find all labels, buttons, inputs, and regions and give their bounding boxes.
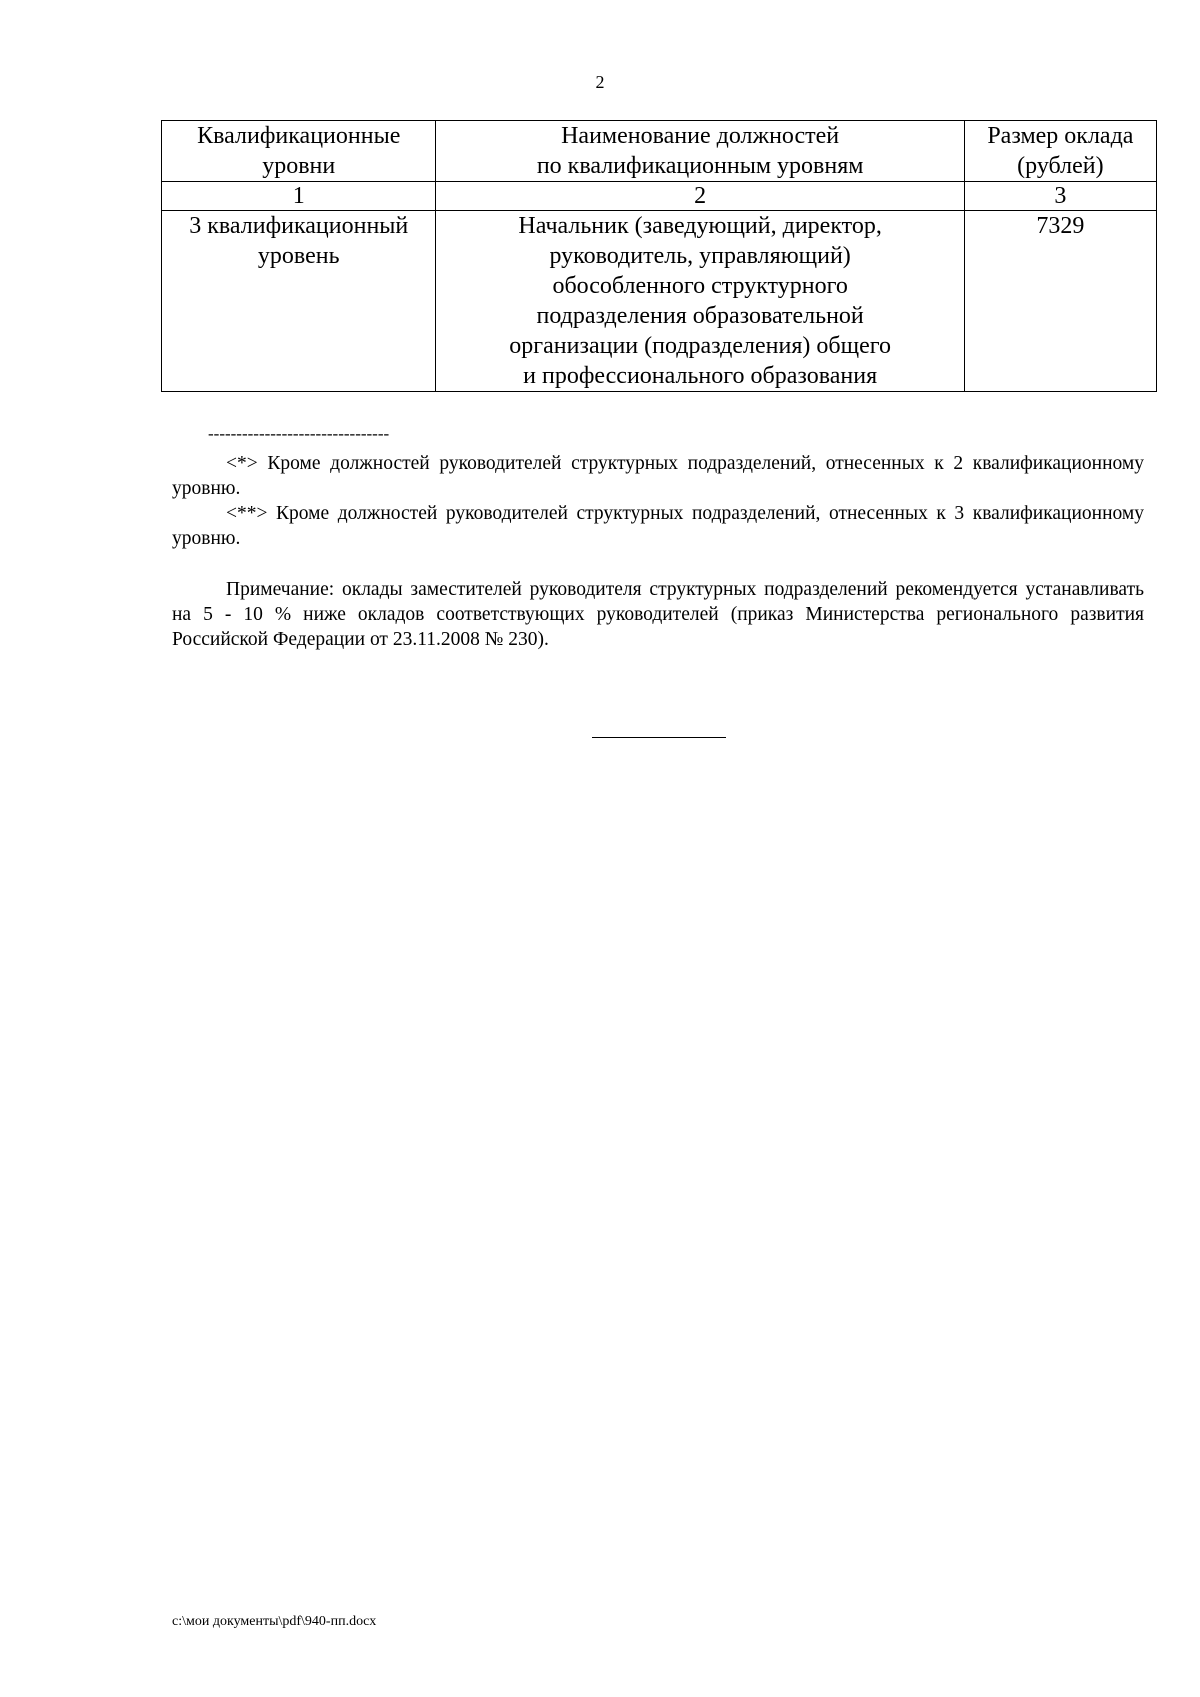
cell-line: обособленного структурного <box>552 273 848 299</box>
salary-cell: 7329 <box>964 211 1156 392</box>
column-number: 3 <box>964 182 1156 211</box>
table-header-row <box>162 121 1157 182</box>
column-number: 2 <box>436 182 964 211</box>
cell-line: 3 квалификационный <box>189 213 409 239</box>
footnote-text: <*> Кроме должностей руководителей структурных подразделений, отнесенных к 2 квалификационному уровню. <box>172 453 1144 499</box>
table-row <box>162 211 1157 392</box>
header-salary <box>964 121 1156 182</box>
footer-file-path: c:\мои документы\pdf\940-пп.docx <box>172 1614 377 1629</box>
column-number: 1 <box>162 182 436 211</box>
note-paragraph <box>172 577 1144 652</box>
cell-line: Начальник (заведующий, директор, <box>518 213 882 239</box>
header-line: Размер оклада <box>987 123 1134 149</box>
page-number: 2 <box>595 72 605 92</box>
header-qualification-levels <box>162 121 436 182</box>
header-line: (рублей) <box>1017 153 1104 179</box>
table-column-number-row <box>162 182 1157 211</box>
cell-line: руководитель, управляющий) <box>549 243 851 269</box>
header-position-names <box>436 121 964 182</box>
cell-line: и профессионального образования <box>523 363 878 389</box>
cell-line: уровень <box>257 243 340 269</box>
salary-table <box>161 120 1157 392</box>
footnote-separator: -------------------------------- <box>208 424 390 443</box>
footnote <box>172 451 1144 501</box>
qualification-level-cell <box>162 211 436 392</box>
end-of-document-rule <box>592 737 726 738</box>
position-name-cell <box>436 211 964 392</box>
cell-line: подразделения образовательной <box>536 303 864 329</box>
header-line: Квалификационные <box>197 123 401 149</box>
header-line: по квалификационным уровням <box>536 153 864 179</box>
header-line: Наименование должностей <box>561 123 840 149</box>
footnote-text: <**> Кроме должностей руководителей структурных подразделений, отнесенных к 3 квалификационному уровню. <box>172 503 1144 549</box>
header-line: уровни <box>262 153 336 179</box>
note-text: Примечание: оклады заместителей руководителя структурных подразделений рекомендуется устанавливать на 5 - 10 % ниже окладов соответствующих руководителей (приказ Министерства регионального развития Российской Федерации от 23.11.2008 № 230). <box>172 579 1144 650</box>
cell-line: организации (подразделения) общего <box>509 333 891 359</box>
footnote <box>172 501 1144 551</box>
